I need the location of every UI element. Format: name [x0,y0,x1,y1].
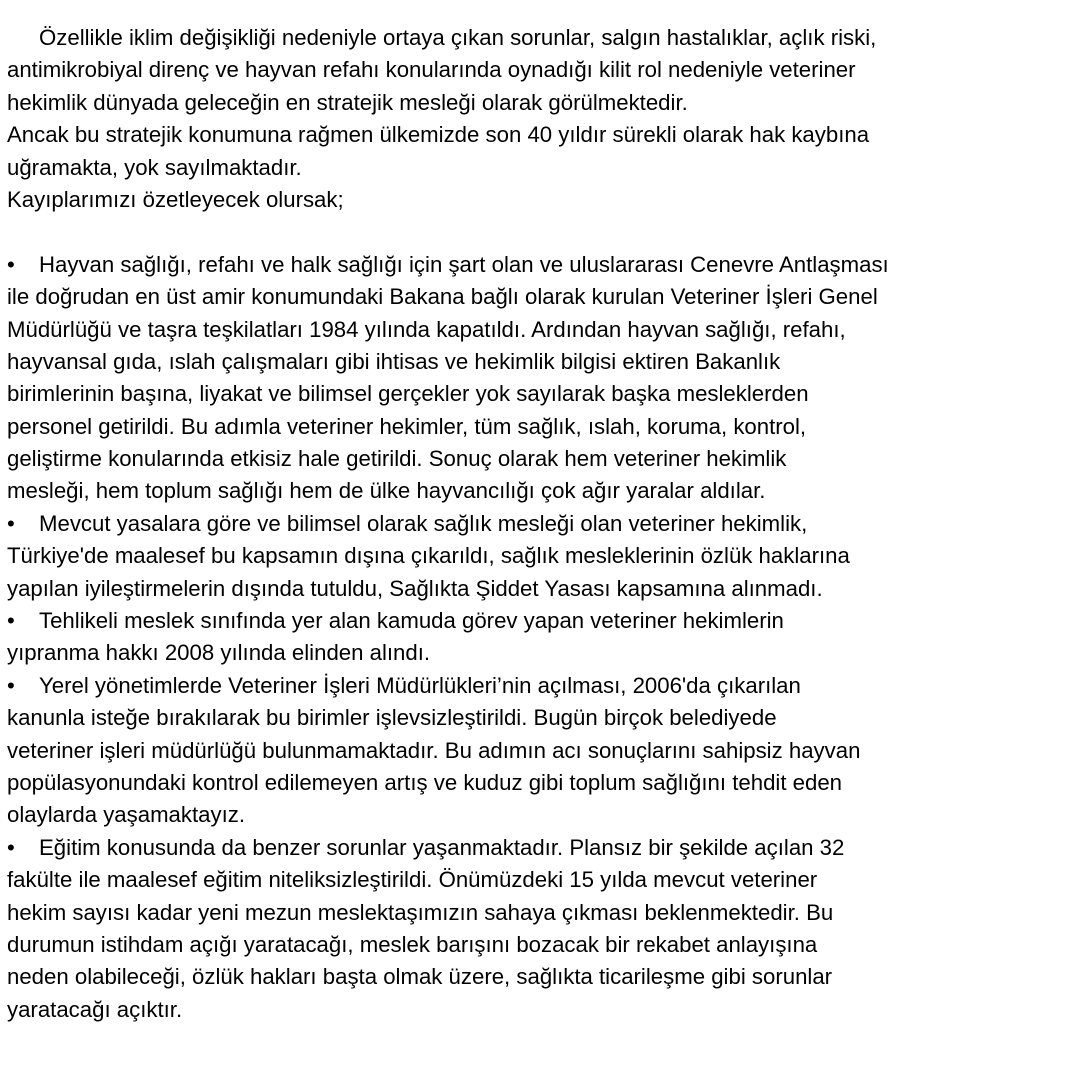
bullet-item [7,508,1073,605]
intro-line: antimikrobiyal direnç ve hayvan refahı konularında oynadığı kilit rol nedeniyle veteriner [7,57,856,83]
bullet-line: personel getirildi. Bu adımla veteriner hekimler, tüm sağlık, ıslah, koruma, kontrol, [7,413,807,439]
intro-line: hekimlik dünyada geleceğin en stratejik mesleği olarak görülmektedir. [7,89,688,115]
bullet-line: Türkiye'de maalesef bu kapsamın dışına çıkarıldı, sağlık mesleklerinin özlük haklarına [7,543,850,569]
bullet-icon: • [7,608,15,634]
bullet-line: birimlerinin başına, liyakat ve bilimsel gerçekler yok sayılarak başka mesleklerden [7,381,809,407]
bullet-item [7,832,1073,1026]
bullet-line: veteriner işleri müdürlüğü bulunmamaktadır. Bu adımın acı sonuçlarını sahipsiz hayvan [7,737,861,763]
bullet-line: geliştirme konularında etkisiz hale getirildi. Sonuç olarak hem veteriner hekimlik [7,446,787,472]
bullet-line: fakülte ile maalesef eğitim niteliksizleştirildi. Önümüzdeki 15 yılda mevcut veteriner [7,867,818,893]
bullet-line: yapılan iyileştirmelerin dışında tutuldu, Sağlıkta Şiddet Yasası kapsamına alınmadı. [7,575,823,601]
bullet-line: yıpranma hakkı 2008 yılında elinden alındı. [7,640,431,666]
bullet-line: ile doğrudan en üst amir konumundaki Bakana bağlı olarak kurulan Veteriner İşleri Genel [7,284,878,310]
bullet-line: yaratacağı açıktır. [7,996,183,1022]
bullet-item [7,605,1073,670]
bullet-line: • Hayvan sağlığı, refahı ve halk sağlığı için şart olan ve uluslararası Cenevre Antlaşması [7,249,1073,281]
bullet-line: • Eğitim konusunda da benzer sorunlar yaşanmaktadır. Plansız bir şekilde açılan 32 [7,832,1073,864]
bullet-icon: • [7,251,15,277]
bullet-line: neden olabileceği, özlük hakları başta olmak üzere, sağlıkta ticarileşme gibi sorunlar [7,964,833,990]
bullet-item [7,670,1073,832]
bullet-icon: • [7,834,15,860]
bullet-icon: • [7,510,15,536]
bullet-line: • Tehlikeli meslek sınıfında yer alan kamuda görev yapan veteriner hekimlerin [7,605,1073,637]
bullet-line: durumun istihdam açığı yaratacağı, meslek barışını bozacak bir rekabet anlayışına [7,931,818,957]
bullet-line: hayvansal gıda, ıslah çalışmaları gibi ihtisas ve hekimlik bilgisi ektiren Bakanlık [7,348,781,374]
bullet-icon: • [7,672,15,698]
bullet-line: • Mevcut yasalara göre ve bilimsel olarak sağlık mesleği olan veteriner hekimlik, [7,508,1073,540]
bullet-line: • Yerel yönetimlerde Veteriner İşleri Müdürlükleri’nin açılması, 2006'da çıkarılan [7,670,1073,702]
paragraph-spacer [7,216,1073,248]
bullet-item [7,249,1073,508]
intro-line: Özellikle iklim değişikliği nedeniyle ortaya çıkan sorunlar, salgın hastalıklar, açlık riski, [39,25,877,50]
bullet-line: kanunla isteğe bırakılarak bu birimler işlevsizleştirildi. Bugün birçok belediyede [7,705,777,731]
bullet-line: hekim sayısı kadar yeni mezun meslektaşımızın sahaya çıkması beklenmektedir. Bu [7,899,834,925]
bullet-line: olaylarda yaşamaktayız. [7,802,246,828]
intro-line: uğramakta, yok sayılmaktadır. [7,154,302,180]
document-body [7,22,1073,1026]
bullet-line: Müdürlüğü ve taşra teşkilatları 1984 yılında kapatıldı. Ardından hayvan sağlığı, refahı, [7,316,846,342]
intro-line: Kayıplarımızı özetleyecek olursak; [7,186,344,212]
intro-line: Ancak bu stratejik konumuna rağmen ülkemizde son 40 yıldır sürekli olarak hak kaybına [7,122,870,148]
bullet-line: mesleği, hem toplum sağlığı hem de ülke hayvancılığı çok ağır yaralar aldılar. [7,478,766,504]
bullet-line: popülasyonundaki kontrol edilemeyen artış ve kuduz gibi toplum sağlığını tehdit eden [7,769,843,795]
